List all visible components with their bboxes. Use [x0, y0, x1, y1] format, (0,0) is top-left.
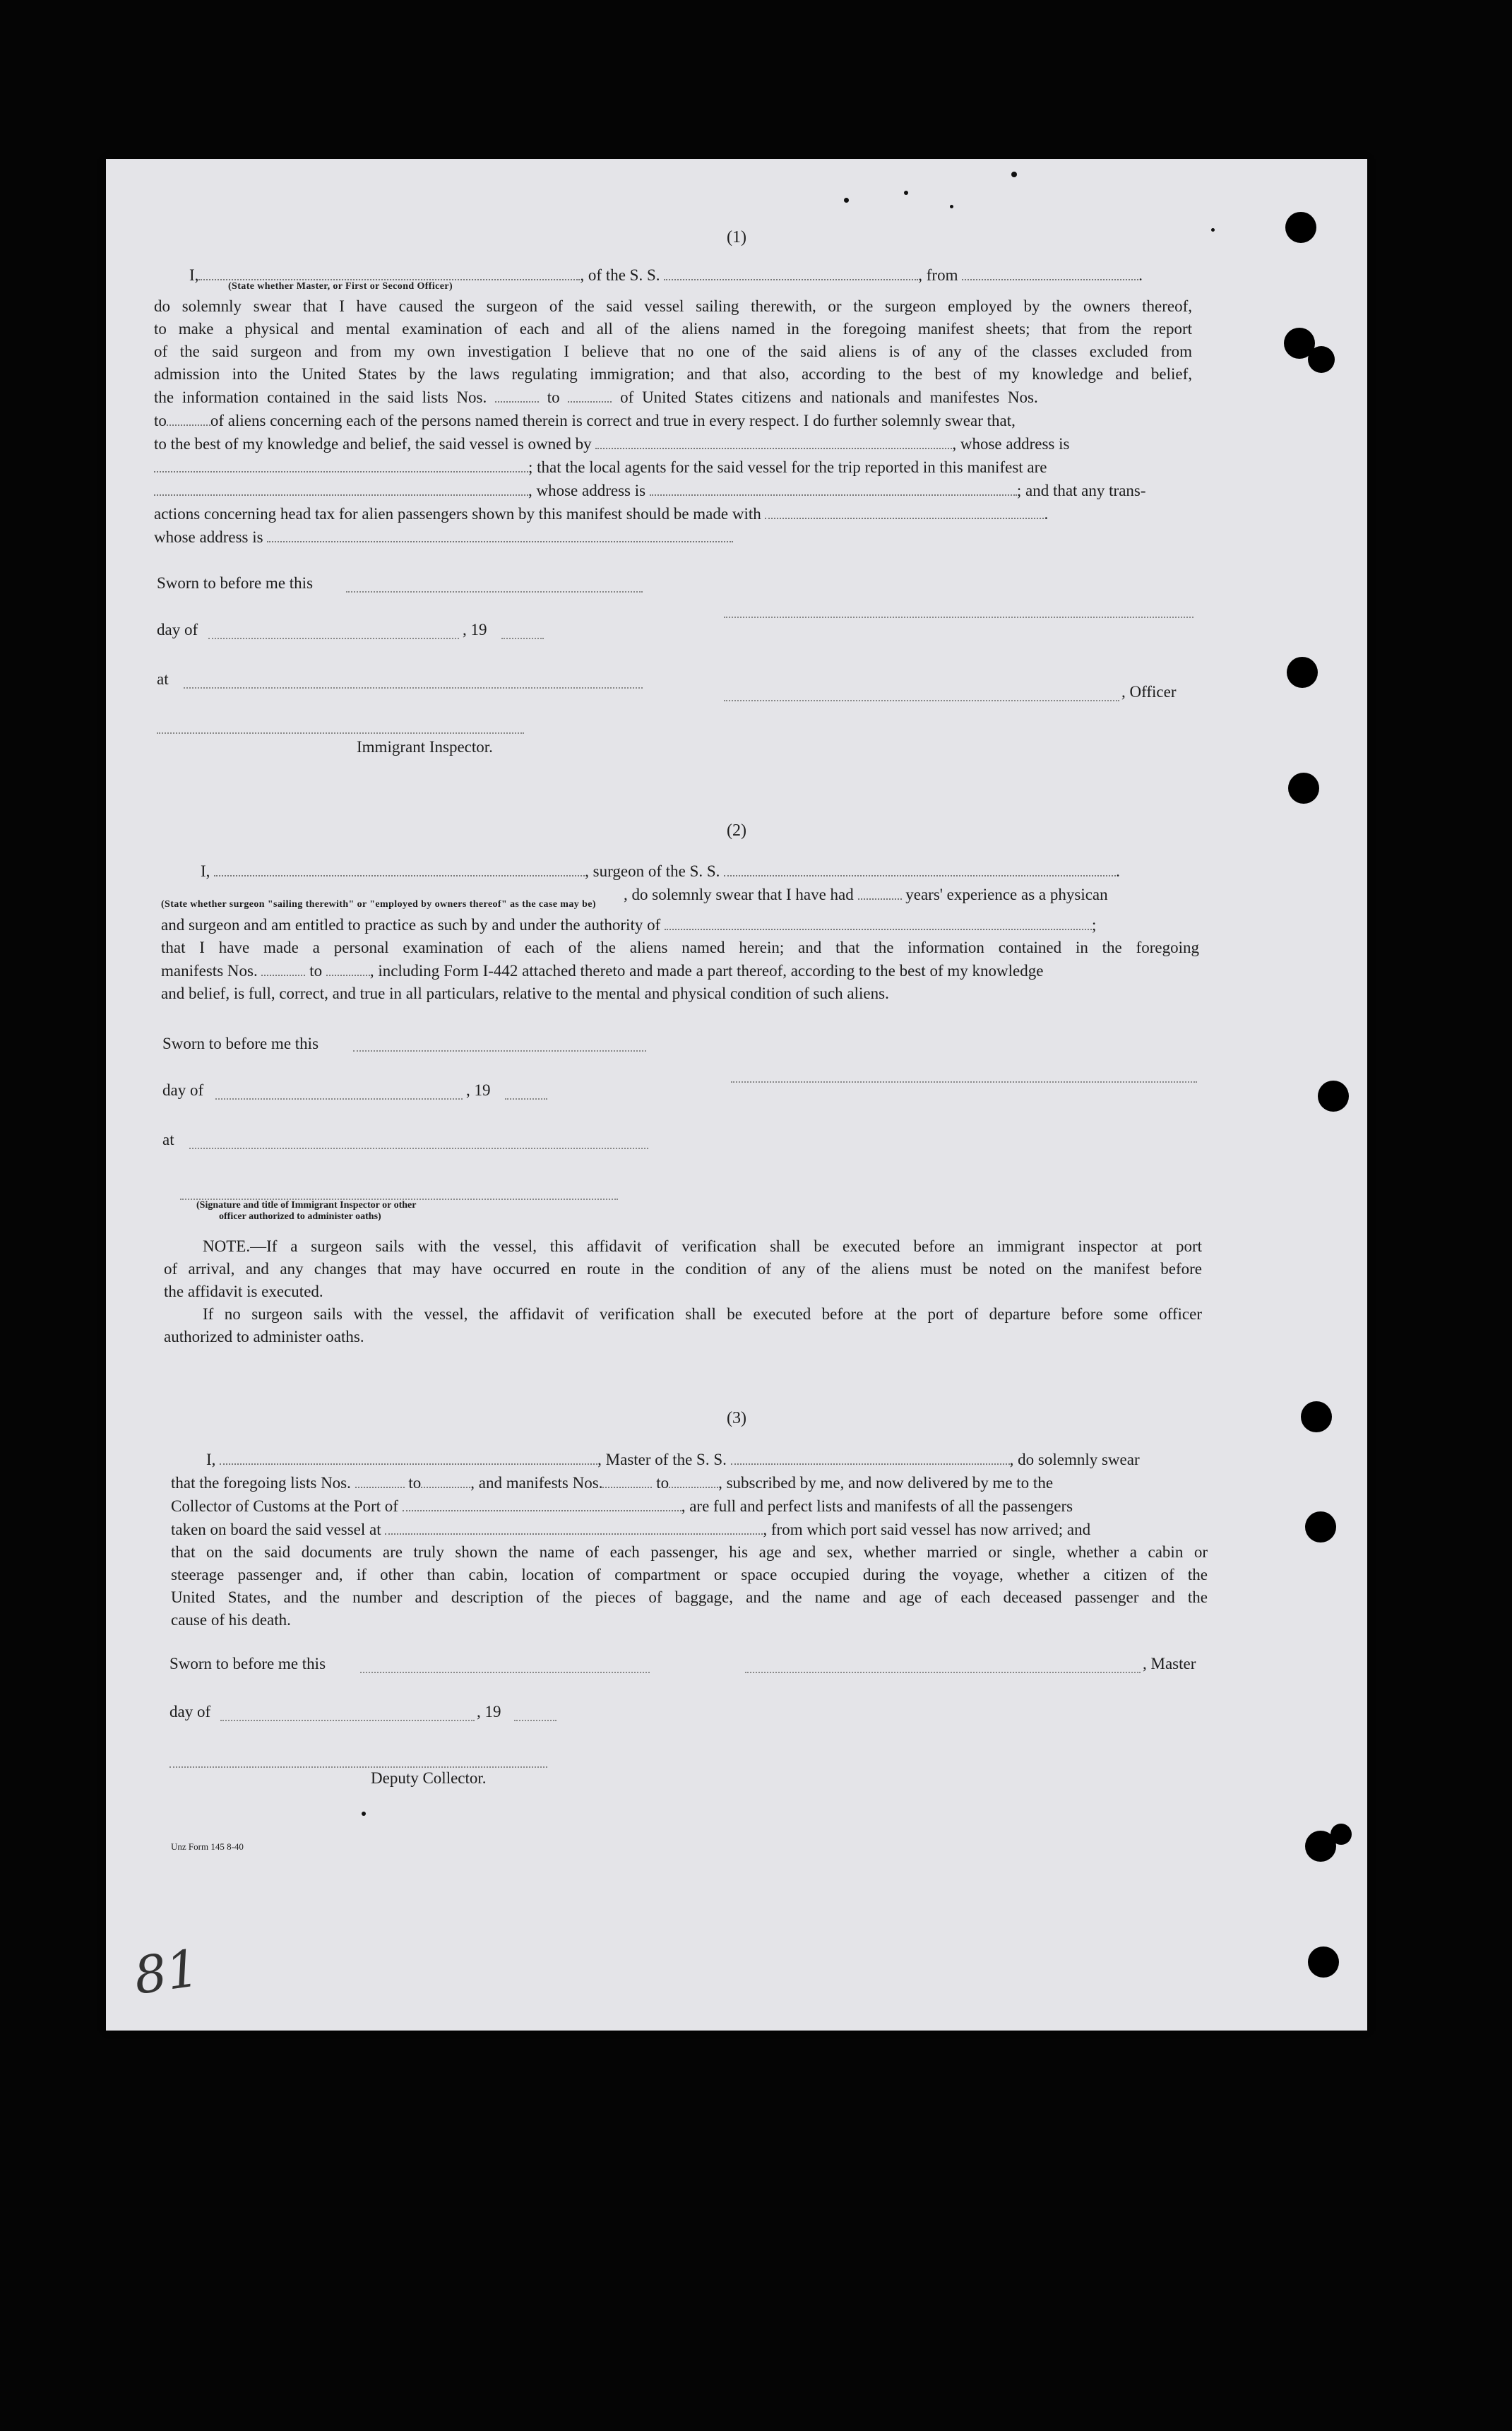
ink-speck	[1011, 172, 1017, 177]
lists-text: , are full and perfect lists and manifests of all the passengers	[681, 1497, 1073, 1515]
lists-label: that the foregoing lists Nos.	[171, 1474, 351, 1492]
section3-line4	[171, 1518, 1208, 1541]
aliens-text: of aliens concerning each of the persons named therein is correct and true in every respect. I do further solemnly swear that,	[210, 412, 1016, 429]
binder-hole	[1288, 773, 1319, 804]
note-line: authorized to administer oaths.	[164, 1328, 364, 1345]
manifests-label: , and manifests Nos.	[470, 1474, 603, 1492]
officer-rank-note: (State whether Master, or First or Second Officer)	[228, 281, 453, 292]
from-port-field	[962, 263, 1138, 280]
section1-head-tax-line	[154, 502, 1192, 525]
to-label: to	[154, 412, 167, 429]
handwritten-page-number: 81	[130, 1938, 203, 2006]
including-text: , including Form I-442 attached thereto and made a part thereof, according to the best of my knowledge	[369, 962, 1044, 980]
manifests-label: manifests Nos.	[161, 962, 258, 980]
section2-line3	[161, 913, 1199, 937]
section3-body-line: that on the said documents are truly shown the name of each passenger, his age and sex, whether married or single, whether a cabin or	[171, 1543, 1208, 1561]
list-to-field	[421, 1471, 470, 1488]
section3-line2	[171, 1471, 1208, 1494]
ink-speck	[362, 1812, 366, 1816]
collector-port-label: Collector of Customs at the Port of	[171, 1497, 398, 1515]
section1-aliens-line	[154, 409, 1192, 432]
officer-name-field	[198, 263, 580, 280]
section2-year-label: , 19	[466, 1081, 491, 1099]
binder-hole	[1318, 1081, 1349, 1112]
experience-text: years' experience as a physican	[905, 886, 1108, 903]
section1-agents-address-line	[154, 479, 1192, 502]
section3-line3	[171, 1494, 1208, 1518]
delivered-text: , subscribed by me, and now delivered by me to the	[718, 1474, 1054, 1492]
binder-hole	[1331, 1824, 1352, 1845]
section1-last-line	[154, 525, 1192, 549]
owner-field	[595, 432, 952, 449]
master-ship-label: , Master of the S. S.	[597, 1451, 727, 1468]
ship-label: , of the S. S.	[580, 266, 660, 284]
master-name-field	[220, 1448, 597, 1465]
section2-sig-note-2: officer authorized to administer oaths)	[219, 1211, 381, 1222]
section3-sworn-label: Sworn to before me this	[169, 1655, 326, 1672]
surgeon-ship-field	[724, 860, 1116, 876]
owned-label: to the best of my knowledge and belief, the said vessel is owned by	[154, 435, 592, 453]
from-label: , from	[918, 266, 958, 284]
section3-last-line: cause of his death.	[171, 1611, 291, 1629]
taken-label: taken on board the said vessel at	[171, 1521, 381, 1538]
solemnly-text: , do solemnly swear that I have had	[624, 886, 854, 903]
section3-master-label: , Master	[1143, 1655, 1196, 1672]
i-label: I,	[201, 862, 210, 880]
ink-speck	[950, 205, 953, 208]
period: .	[1138, 266, 1143, 284]
section2-signature-line	[731, 1081, 1197, 1083]
section3-collector-line	[169, 1766, 547, 1768]
surgeon-status-note: (State whether surgeon "sailing therewith" or "employed by owners thereof" as the case may be)	[161, 899, 596, 910]
section2-line4: that I have made a personal examination of each of the aliens named herein; and that the information contained in the foregoing	[161, 939, 1199, 956]
binder-hole	[1301, 1401, 1332, 1432]
section1-inspector-label: Immigrant Inspector.	[357, 738, 493, 756]
swear-text: , do solemnly swear	[1009, 1451, 1140, 1468]
section1-agents-line	[154, 456, 1192, 479]
section3-line1	[171, 1448, 1208, 1471]
section3-number: (3)	[727, 1409, 746, 1427]
note-line: NOTE.—If a surgeon sails with the vessel, this affidavit of verification shall be executed before an immigrant inspector at port	[203, 1237, 1202, 1255]
section1-owner-line	[154, 432, 1192, 456]
section3-block	[171, 1448, 1208, 1631]
lists-label: the information contained in the said lists Nos.	[154, 388, 487, 406]
section1-at-label: at	[157, 670, 169, 688]
to-label: to	[547, 388, 560, 406]
address-label: , whose address is	[952, 435, 1070, 453]
owner-address-field	[154, 456, 528, 472]
manifest-affidavit-page	[106, 159, 1367, 2031]
manifest-from-field	[602, 1471, 652, 1488]
list-from-field	[355, 1471, 405, 1488]
section1-number: (1)	[727, 228, 746, 246]
ink-speck	[844, 198, 849, 203]
period: .	[1116, 862, 1120, 880]
agents-text: ; that the local agents for the said vessel for the trip reported in this manifest are	[528, 458, 1047, 476]
section1-lists-line	[154, 386, 1192, 409]
citizens-label: of United States citizens and nationals and manifestes Nos.	[620, 388, 1038, 406]
binder-hole	[1308, 346, 1335, 373]
address-label: , whose address is	[528, 482, 646, 499]
authority-text: and surgeon and am entitled to practice as such by and under the authority of	[161, 916, 661, 934]
semicolon: ;	[1092, 916, 1097, 934]
authority-field	[665, 913, 1092, 930]
head-tax-field	[765, 502, 1044, 519]
section1-body-line: do solemnly swear that I have caused the surgeon of the said vessel sailing therewith, or the surgeon employed by the owners thereof,	[154, 297, 1192, 315]
section2-block	[161, 860, 1199, 1005]
section1-officer-label: , Officer	[1121, 683, 1177, 701]
section2-number: (2)	[727, 821, 746, 840]
section2-year-field	[505, 1098, 547, 1100]
trans-text: ; and that any trans-	[1016, 482, 1146, 499]
address-label: whose address is	[154, 528, 263, 546]
binder-hole	[1308, 1946, 1339, 1978]
form-number: Unz Form 145 8-40	[171, 1841, 244, 1852]
to-label: to	[408, 1474, 422, 1492]
section2-note	[164, 1235, 1202, 1348]
section1-body-line: of the said surgeon and from my own investigation I believe that no one of the said aliens is of any of the classes excluded from	[154, 343, 1192, 360]
note-line: the affidavit is executed.	[164, 1283, 323, 1300]
ink-speck	[904, 191, 908, 195]
surgeon-name-field	[214, 860, 585, 876]
years-field	[858, 883, 902, 900]
manifest-to-field	[669, 1471, 718, 1488]
ink-speck	[1211, 228, 1215, 232]
section1-day-label: day of	[157, 621, 198, 638]
section3-collector-label: Deputy Collector.	[371, 1769, 487, 1787]
note-line: If no surgeon sails with the vessel, the affidavit of verification shall be executed before at the port of departure before some officer	[203, 1305, 1202, 1323]
section3-body-line: United States, and the number and description of the pieces of baggage, and the name and age of each deceased passenger and the	[171, 1588, 1208, 1606]
section2-day-field	[215, 1098, 463, 1100]
section1-officer-field	[724, 700, 1119, 701]
list-to-field	[568, 386, 612, 403]
collector-port-field	[403, 1494, 681, 1511]
section3-year-label: , 19	[477, 1703, 501, 1720]
binder-hole	[1305, 1511, 1336, 1543]
surgeon-ship-label: , surgeon of the S. S.	[585, 862, 720, 880]
section1-year-field	[501, 638, 544, 639]
section2-line1	[161, 860, 1199, 883]
section1-day-field	[208, 638, 459, 639]
section3-body-line: steerage passenger and, if other than cabin, location of compartment or space occupied during the voyage, whether a citizen of the	[171, 1566, 1208, 1583]
binder-hole	[1285, 212, 1316, 243]
arrived-text: , from which port said vessel has now arrived; and	[763, 1521, 1091, 1538]
section1-sworn-field	[346, 591, 643, 593]
i-label: I,	[189, 266, 199, 284]
section1-signature-line	[724, 617, 1193, 618]
section2-sworn-label: Sworn to before me this	[162, 1035, 319, 1052]
period: .	[1044, 505, 1049, 523]
manifest-from-field	[261, 959, 305, 976]
ship-name-field	[664, 263, 918, 280]
section2-at-field	[189, 1148, 648, 1149]
section3-year-field	[514, 1720, 556, 1721]
section2-at-label: at	[162, 1131, 174, 1148]
section2-line5	[161, 959, 1199, 982]
section2-sig-note-1: (Signature and title of Immigrant Inspector or other	[196, 1200, 417, 1211]
agents-field	[154, 479, 528, 496]
section2-line6: and belief, is full, correct, and true in all particulars, relative to the mental and physical condition of such aliens.	[161, 985, 889, 1002]
master-ship-field	[731, 1448, 1010, 1465]
section3-day-label: day of	[169, 1703, 211, 1720]
section1-at-field	[184, 687, 643, 689]
departure-port-field	[385, 1518, 763, 1535]
list-from-field	[495, 386, 539, 403]
section3-sworn-field	[360, 1672, 650, 1673]
section1-body-line: to make a physical and mental examination of each and all of the aliens named in the foregoing manifest sheets; that from the report	[154, 320, 1192, 338]
section2-sworn-field	[353, 1050, 646, 1052]
section3-day-field	[220, 1720, 475, 1721]
manifest-to-field	[167, 409, 210, 426]
manifest-to-field	[326, 959, 370, 976]
section1-sworn-label: Sworn to before me this	[157, 574, 314, 592]
section1-block	[154, 263, 1192, 549]
head-tax-text: actions concerning head tax for alien passengers shown by this manifest should be made with	[154, 505, 761, 523]
section2-day-label: day of	[162, 1081, 204, 1099]
agents-address-field	[650, 479, 1017, 496]
section1-year-label: , 19	[463, 621, 487, 638]
to-label: to	[656, 1474, 669, 1492]
binder-hole	[1287, 657, 1318, 688]
section1-inspector-line	[157, 732, 524, 734]
to-label: to	[309, 962, 323, 980]
section3-master-field	[745, 1672, 1141, 1673]
i-label: I,	[206, 1451, 216, 1468]
section1-body-line: admission into the United States by the laws regulating immigration; and that also, according to the best of my knowledge and belief,	[154, 365, 1192, 383]
note-line: of arrival, and any changes that may have occurred en route in the condition of any of the aliens must be noted on the manifest before	[164, 1260, 1202, 1278]
head-tax-address-field	[267, 525, 733, 542]
